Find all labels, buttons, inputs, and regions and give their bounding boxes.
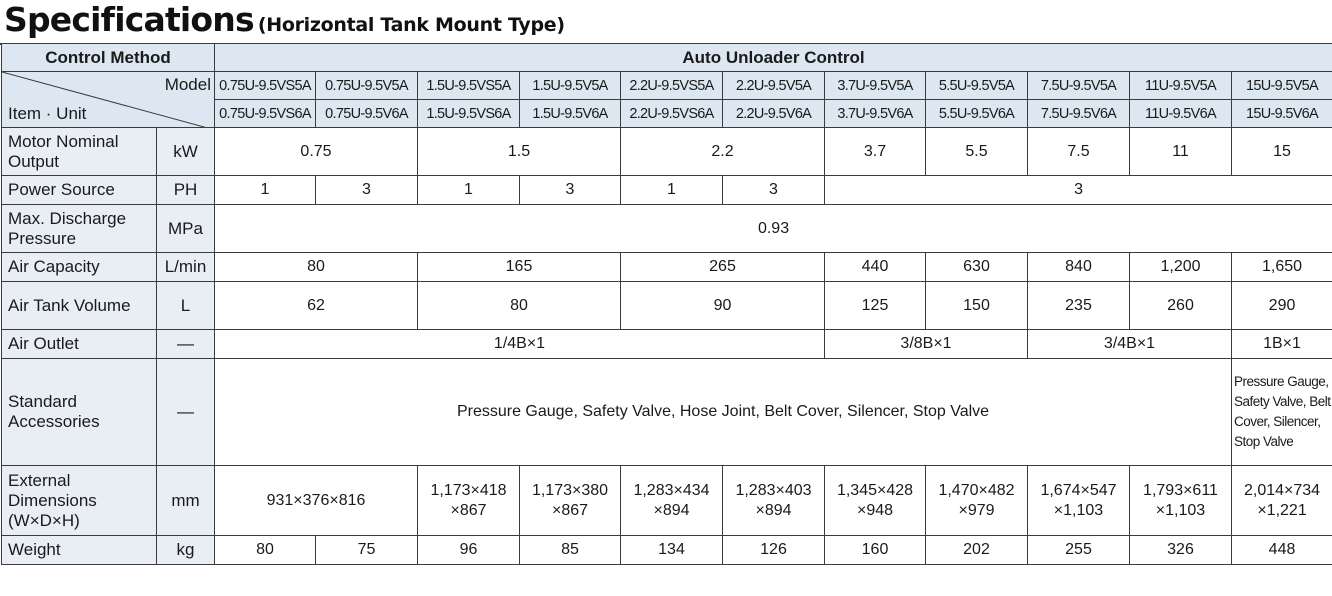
value-cell: 3/4B×1 — [1028, 330, 1232, 359]
value-cell: 1,200 — [1130, 253, 1232, 282]
value-cell: 2.2 — [621, 128, 825, 176]
value-cell: 448 — [1232, 536, 1332, 565]
value-cell: 165 — [418, 253, 621, 282]
value-cell: 150 — [926, 282, 1028, 330]
model-cell: 1.5U-9.5V5A — [520, 72, 621, 100]
value-cell: 1B×1 — [1232, 330, 1332, 359]
control-method-label: Control Method — [2, 44, 215, 72]
row-unit: — — [157, 330, 215, 359]
value-cell: 326 — [1130, 536, 1232, 565]
value-cell: 235 — [1028, 282, 1130, 330]
air-tank-row — [2, 282, 1332, 330]
model-cell: 1.5U-9.5VS5A — [418, 72, 520, 100]
value-cell: 15 — [1232, 128, 1332, 176]
value-cell: 3/8B×1 — [825, 330, 1028, 359]
row-unit: PH — [157, 176, 215, 205]
row-unit: MPa — [157, 205, 215, 253]
value-cell: 75 — [316, 536, 418, 565]
model-cell: 11U-9.5V6A — [1130, 100, 1232, 128]
model-cell: 3.7U-9.5V5A — [825, 72, 926, 100]
control-method-value: Auto Unloader Control — [215, 44, 1332, 72]
row-unit: kW — [157, 128, 215, 176]
value-cell: 3 — [520, 176, 621, 205]
dimensions-row — [2, 466, 1332, 536]
model-cell: 7.5U-9.5V6A — [1028, 100, 1130, 128]
model-cell: 15U-9.5V5A — [1232, 72, 1332, 100]
model-cell: 1.5U-9.5VS6A — [418, 100, 520, 128]
row-label: Air Capacity — [2, 253, 157, 282]
value-cell: 202 — [926, 536, 1028, 565]
row-label: Air Outlet — [2, 330, 157, 359]
model-cell: 5.5U-9.5V6A — [926, 100, 1028, 128]
value-cell: 630 — [926, 253, 1028, 282]
value-cell: 1 — [215, 176, 316, 205]
model-cell: 2.2U-9.5VS6A — [621, 100, 723, 128]
power-source-row — [2, 176, 1332, 205]
value-cell: Pressure Gauge, Safety Valve, Hose Joint, Belt Cover, Silencer, Stop Valve — [215, 359, 1232, 466]
value-cell: 1 — [418, 176, 520, 205]
motor-output-row — [2, 128, 1332, 176]
model-cell: 0.75U-9.5VS6A — [215, 100, 316, 128]
value-cell: 840 — [1028, 253, 1130, 282]
value-cell: 931×376×816 — [215, 466, 418, 536]
value-cell: 0.93 — [215, 205, 1332, 253]
row-unit: L — [157, 282, 215, 330]
model-cell: 7.5U-9.5V5A — [1028, 72, 1130, 100]
value-cell: 1,470×482 ×979 — [926, 466, 1028, 536]
value-cell: 125 — [825, 282, 926, 330]
row-label: Motor Nominal Output — [2, 128, 157, 176]
value-cell: 265 — [621, 253, 825, 282]
model-cell: 1.5U-9.5V6A — [520, 100, 621, 128]
value-cell: 80 — [215, 253, 418, 282]
value-cell: 1,345×428 ×948 — [825, 466, 926, 536]
model-row-1 — [2, 72, 1332, 100]
model-cell: 2.2U-9.5V6A — [723, 100, 825, 128]
value-cell: 5.5 — [926, 128, 1028, 176]
value-cell: 85 — [520, 536, 621, 565]
weight-row — [2, 536, 1332, 565]
model-cell: 0.75U-9.5V5A — [316, 72, 418, 100]
row-unit: mm — [157, 466, 215, 536]
model-cell: 5.5U-9.5V5A — [926, 72, 1028, 100]
model-item-header — [2, 72, 215, 128]
value-cell: 3 — [825, 176, 1332, 205]
row-label: Max. Discharge Pressure — [2, 205, 157, 253]
pressure-row — [2, 205, 1332, 253]
value-cell: 1,793×611 ×1,103 — [1130, 466, 1232, 536]
row-unit: L/min — [157, 253, 215, 282]
item-unit-header-label: Item · Unit — [8, 104, 87, 123]
value-cell: 260 — [1130, 282, 1232, 330]
control-method-row — [2, 44, 1332, 72]
value-cell: 1,674×547 ×1,103 — [1028, 466, 1130, 536]
row-unit: kg — [157, 536, 215, 565]
value-cell: 62 — [215, 282, 418, 330]
value-cell: 290 — [1232, 282, 1332, 330]
air-outlet-row — [2, 330, 1332, 359]
spec-table — [1, 43, 1332, 565]
model-cell: 15U-9.5V6A — [1232, 100, 1332, 128]
model-header-label: Model — [164, 75, 211, 94]
row-label: Power Source — [2, 176, 157, 205]
value-cell: 0.75 — [215, 128, 418, 176]
accessories-row — [2, 359, 1332, 466]
value-cell: 126 — [723, 536, 825, 565]
row-label: Air Tank Volume — [2, 282, 157, 330]
title-main: Specifications — [4, 0, 254, 39]
value-cell: 1,173×380 ×867 — [520, 466, 621, 536]
model-cell: 3.7U-9.5V6A — [825, 100, 926, 128]
value-cell: 7.5 — [1028, 128, 1130, 176]
model-cell: 2.2U-9.5V5A — [723, 72, 825, 100]
value-cell: 1,283×434 ×894 — [621, 466, 723, 536]
value-cell: 96 — [418, 536, 520, 565]
row-unit: — — [157, 359, 215, 466]
model-cell: 0.75U-9.5VS5A — [215, 72, 316, 100]
value-cell: 1,650 — [1232, 253, 1332, 282]
value-cell: Pressure Gauge, Safety Valve, Belt Cover, Silencer, Stop Valve — [1232, 359, 1332, 466]
value-cell: 1,173×418 ×867 — [418, 466, 520, 536]
value-cell: 1,283×403 ×894 — [723, 466, 825, 536]
row-label: Weight — [2, 536, 157, 565]
value-cell: 11 — [1130, 128, 1232, 176]
value-cell: 440 — [825, 253, 926, 282]
value-cell: 90 — [621, 282, 825, 330]
value-cell: 1.5 — [418, 128, 621, 176]
value-cell: 80 — [215, 536, 316, 565]
value-cell: 1 — [621, 176, 723, 205]
value-cell: 255 — [1028, 536, 1130, 565]
model-cell: 11U-9.5V5A — [1130, 72, 1232, 100]
value-cell: 3 — [723, 176, 825, 205]
value-cell: 1/4B×1 — [215, 330, 825, 359]
title-subtitle: (Horizontal Tank Mount Type) — [257, 14, 565, 36]
row-label: External Dimensions (W×D×H) — [2, 466, 157, 536]
value-cell: 3.7 — [825, 128, 926, 176]
value-cell: 2,014×734 ×1,221 — [1232, 466, 1332, 536]
page-title — [4, 0, 565, 40]
model-cell: 2.2U-9.5VS5A — [621, 72, 723, 100]
value-cell: 134 — [621, 536, 723, 565]
value-cell: 3 — [316, 176, 418, 205]
row-label: Standard Accessories — [2, 359, 157, 466]
value-cell: 160 — [825, 536, 926, 565]
value-cell: 80 — [418, 282, 621, 330]
air-capacity-row — [2, 253, 1332, 282]
model-cell: 0.75U-9.5V6A — [316, 100, 418, 128]
